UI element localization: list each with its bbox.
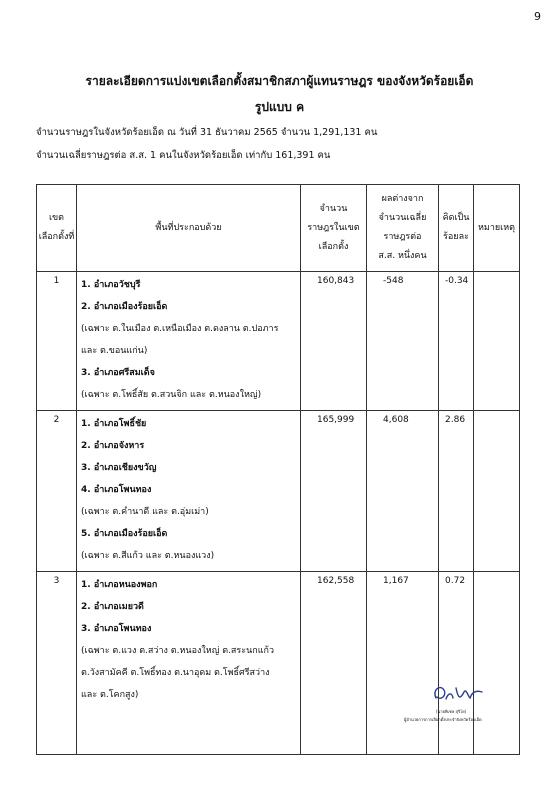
table-header-row [37, 185, 520, 272]
area-line: 1. อำเภอหนองพอก [81, 580, 158, 590]
area-line: และ ต.ขอนแก่น) [81, 346, 148, 356]
area-line: 2. อำเภอเมยวดี [81, 602, 144, 612]
area-line: 3. อำเภอโพนทอง [81, 624, 152, 634]
area-line: ต.วังสามัคคี ต.โพธิ์ทอง ต.นาอุดม ต.โพธิ์ศรีสว่าง [81, 668, 270, 678]
signature-mark [430, 680, 490, 706]
signer-title: ผู้อำนวยการการเลือกตั้งประจำจังหวัดร้อยเอ็ด [404, 717, 482, 722]
percent-value: 2.86 [439, 411, 474, 572]
document-title: รายละเอียดการแบ่งเขตเลือกตั้งสมาชิกสภาผู้แทนราษฎร ของจังหวัดร้อยเอ็ด [85, 74, 474, 88]
percent-value: 0.72 [439, 572, 474, 755]
area-line: (เฉพาะ ต.ในเมือง ต.เหนือเมือง ต.ดงลาน ต.ปอภาร [81, 324, 279, 334]
district-areas [77, 272, 301, 411]
district-table [36, 184, 520, 755]
area-line: 3. อำเภอศรีสมเด็จ [81, 368, 155, 378]
difference-value: 1,167 [367, 572, 439, 755]
signer-name: (นายพิเชษ สุริโย) [436, 709, 467, 714]
difference-value: 4,608 [367, 411, 439, 572]
table-row [37, 411, 520, 572]
table-row [37, 272, 520, 411]
area-line: 5. อำเภอเมืองร้อยเอ็ด [81, 529, 168, 539]
difference-value: -548 [367, 272, 439, 411]
area-line: (เฉพาะ ต.คำนาดี และ ต.อุ่มเม่า) [81, 507, 209, 517]
page-number: 9 [534, 10, 541, 23]
header-difference: ผลต่างจาก จำนวนเฉลี่ย ราษฎรต่อ ส.ส. หนึ่งคน [367, 185, 439, 272]
document-subtitle: รูปแบบ ค [254, 100, 305, 114]
remark-cell [474, 272, 520, 411]
district-areas [77, 572, 301, 755]
district-number: 1 [37, 272, 77, 411]
area-line: 1. อำเภอโพธิ์ชัย [81, 419, 147, 429]
table-row [37, 572, 520, 755]
population-value: 165,999 [301, 411, 367, 572]
population-total-line: จำนวนราษฎรในจังหวัดร้อยเอ็ด ณ วันที่ 31 ธันวาคม 2565 จำนวน 1,291,131 คน [36, 127, 378, 138]
percent-value: -0.34 [439, 272, 474, 411]
area-line: 2. อำเภอจังหาร [81, 441, 145, 451]
area-line: (เฉพาะ ต.แวง ต.สว่าง ต.หนองใหญ่ ต.สระนกแก้ว [81, 646, 274, 656]
header-population: จำนวน ราษฎรในเขต เลือกตั้ง [301, 185, 367, 272]
population-value: 160,843 [301, 272, 367, 411]
district-number: 2 [37, 411, 77, 572]
area-line: 3. อำเภอเชียงขวัญ [81, 463, 157, 473]
district-areas [77, 411, 301, 572]
area-line: และ ต.โคกสูง) [81, 690, 139, 700]
district-number: 3 [37, 572, 77, 755]
header-percent: คิดเป็น ร้อยละ [439, 185, 474, 272]
area-line: 2. อำเภอเมืองร้อยเอ็ด [81, 302, 168, 312]
area-line: (เฉพาะ ต.โพธิ์สัย ต.สวนจิก และ ต.หนองใหญ่) [81, 390, 262, 400]
header-remark: หมายเหตุ [474, 185, 520, 272]
area-line: 4. อำเภอโพนทอง [81, 485, 152, 495]
area-line: 1. อำเภอวัชบุรี [81, 280, 141, 290]
header-areas: พื้นที่ประกอบด้วย [77, 185, 301, 272]
population-average-line: จำนวนเฉลี่ยราษฎรต่อ ส.ส. 1 คนในจังหวัดร้อยเอ็ด เท่ากับ 161,391 คน [36, 150, 331, 161]
remark-cell [474, 572, 520, 755]
header-district: เขต เลือกตั้งที่ [37, 185, 77, 272]
population-value: 162,558 [301, 572, 367, 755]
remark-cell [474, 411, 520, 572]
area-line: (เฉพาะ ต.สีแก้ว และ ต.หนองแวง) [81, 551, 215, 561]
